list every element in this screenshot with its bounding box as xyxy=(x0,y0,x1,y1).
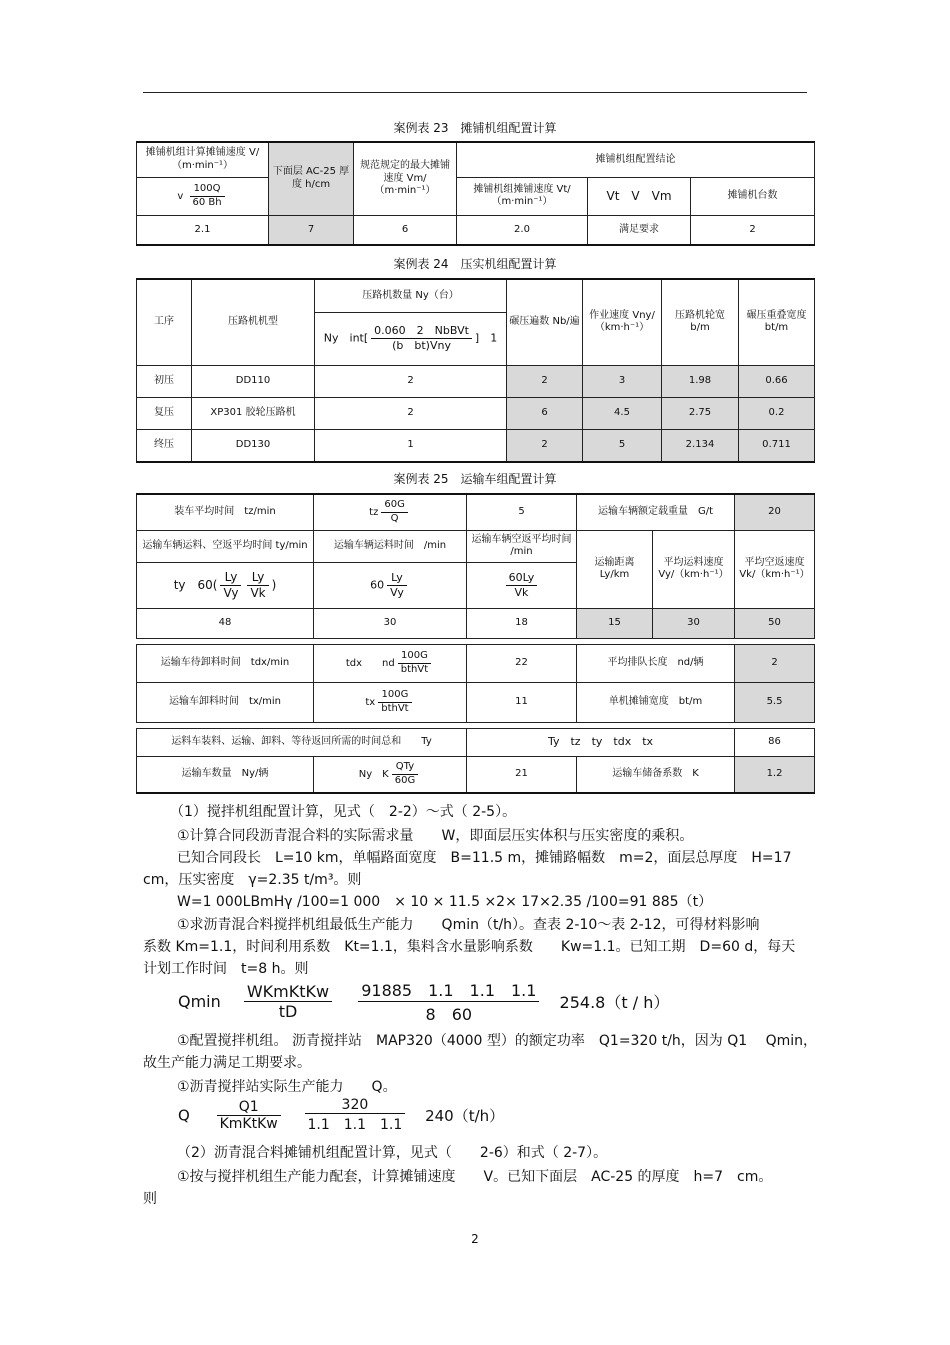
t25-cell: 平均空返速度 Vk/（km·h⁻¹） xyxy=(735,530,815,608)
t24-cell: 1 xyxy=(315,429,507,462)
t25-cell: 运输车待卸料时间 tdx/min xyxy=(137,644,314,682)
t23-cell: 6 xyxy=(354,215,457,245)
t23-h-speed: 摊铺机组计算摊铺速度 V/（m·min⁻¹） xyxy=(137,142,269,177)
t25-cell: 运输车辆额定载重量 G/t xyxy=(577,494,735,530)
t25-cell: 运输车辆运料时间 /min xyxy=(314,530,467,562)
t23-h-maxspeed: 规范规定的最大摊铺速度 Vm/（m·min⁻¹） xyxy=(354,142,457,215)
t25-formula-t2: $\frac{60Ly}{Vk}$ xyxy=(467,562,577,608)
header-rule xyxy=(143,92,807,93)
t25-cell: 30 xyxy=(314,608,467,638)
para: 已知合同段长 L=10 km，单幅路面宽度 B=11.5 m，摊铺路幅数 m=2，面层总厚度 H=17 xyxy=(177,850,792,866)
t24-cell: 复压 xyxy=(137,397,192,429)
t25-cell: 运输距离 Ly/km xyxy=(577,530,653,608)
t24-h-process: 工序 xyxy=(137,279,192,365)
equation-qmin: Qmin $\frac{\text{WKmKtKw}}{tD}$ $\frac{91885 1.1 1.1 1.1}{8 60}$ 254.8（t / h） xyxy=(178,978,669,1025)
t24-formula: Ny int[ $\frac{\text{0.060 2 NbBVt}}{\text{(b bt)Vny}}$ ] 1 xyxy=(315,312,507,365)
t25-formula-tdx: tdx nd $\frac{100G}{\text{bthVt}}$ xyxy=(314,644,467,682)
t25-cell: Ty tz ty tdx tx xyxy=(467,728,735,756)
t25-cell: 运输车数量 Ny/辆 xyxy=(137,756,314,793)
para: ①求沥青混合料搅拌机组最低生产能力 Qmin（t/h）。查表 2-10～表 2-12，可得材料影响 xyxy=(177,917,760,933)
t24-cell: XP301 胶轮压路机 xyxy=(192,397,315,429)
table25 xyxy=(136,493,815,794)
para: ①按与搅拌机组生产能力配套，计算摊铺速度 V。已知下面层 AC-25 的厚度 h=7 cm。 xyxy=(177,1169,773,1185)
t24-cell: 2.134 xyxy=(662,429,739,462)
table23 xyxy=(136,141,815,246)
t25-cell: 50 xyxy=(735,608,815,638)
t24-cell: 3 xyxy=(583,365,662,397)
t23-cell: 7 xyxy=(269,215,354,245)
t25-cell: 运输车卸料时间 tx/min xyxy=(137,682,314,722)
t24-h-wheel: 压路机轮宽 b/m xyxy=(662,279,739,365)
t25-formula-tz: tz $\frac{60G}{Q}$ xyxy=(314,494,467,530)
t25-formula-ty: ty 60( $\frac{Ly}{Vy}$ $\frac{Ly}{Vk}$ ) xyxy=(137,562,314,608)
t25-cell: 48 xyxy=(137,608,314,638)
t25-cell: 运输车辆运料、空返平均时间 ty/min xyxy=(137,530,314,562)
t23-h-conclusion: 摊铺机组配置结论 xyxy=(457,142,815,177)
t24-cell: 2 xyxy=(507,365,583,397)
para: 计划工作时间 t=8 h。则 xyxy=(143,961,309,977)
page-number: 2 xyxy=(471,1232,479,1246)
t25-cell: 1.2 xyxy=(735,756,815,793)
t24-h-overlap: 碾压重叠宽度 bt/m xyxy=(739,279,815,365)
para: cm，压实密度 γ=2.35 t/m³。则 xyxy=(143,872,362,888)
table24 xyxy=(136,278,815,463)
t24-cell: 6 xyxy=(507,397,583,429)
t24-cell: 2 xyxy=(315,397,507,429)
t23-cell: 2 xyxy=(691,215,815,245)
t24-cell: 2 xyxy=(315,365,507,397)
t24-cell: 终压 xyxy=(137,429,192,462)
t25-cell: 5.5 xyxy=(735,682,815,722)
t25-cell: 平均排队长度 nd/辆 xyxy=(577,644,735,682)
para: （1）搅拌机组配置计算，见式（ 2-2）～式（ 2-5）。 xyxy=(170,804,517,820)
t24-cell: 2.75 xyxy=(662,397,739,429)
t24-cell: 0.711 xyxy=(739,429,815,462)
t25-cell: 运输车储备系数 K xyxy=(577,756,735,793)
t25-cell: 18 xyxy=(467,608,577,638)
t24-cell: 5 xyxy=(583,429,662,462)
t25-cell: 20 xyxy=(735,494,815,530)
para: ①配置搅拌机组。 沥青搅拌站 MAP320（4000 型）的额定功率 Q1=320 t/h，因为 Q1 Qmin， xyxy=(177,1033,818,1049)
t25-cell: 平均运料速度 Vy/（km·h⁻¹） xyxy=(653,530,735,608)
para: 则 xyxy=(143,1191,157,1207)
t24-cell: 0.2 xyxy=(739,397,815,429)
t24-h-workspeed: 作业速度 Vny/（km·h⁻¹） xyxy=(583,279,662,365)
para: （2）沥青混合料摊铺机组配置计算，见式（ 2-6）和式（ 2-7）。 xyxy=(177,1145,608,1161)
t23-formula: v $\frac{100Q}{60 Bh}$ xyxy=(137,177,269,215)
t24-cell: DD130 xyxy=(192,429,315,462)
table23-caption: 案例表 23 摊铺机组配置计算 xyxy=(393,121,557,135)
equation-q: Q $\frac{Q1}{\text{KmKtKw}}$ $\frac{320}{1.1 1.1 1.1}$ 240（t/h） xyxy=(178,1097,505,1133)
t25-cell: 30 xyxy=(653,608,735,638)
t24-cell: 0.66 xyxy=(739,365,815,397)
t25-cell: 11 xyxy=(467,682,577,722)
t23-cell: 2.1 xyxy=(137,215,269,245)
t23-cell: 满足要求 xyxy=(588,215,691,245)
table25-caption: 案例表 25 运输车组配置计算 xyxy=(393,472,557,486)
t25-cell: 装车平均时间 tz/min xyxy=(137,494,314,530)
t24-cell: DD110 xyxy=(192,365,315,397)
t25-cell: 5 xyxy=(467,494,577,530)
t25-formula-t1: 60 $\frac{Ly}{Vy}$ xyxy=(314,562,467,608)
para: ①沥青搅拌站实际生产能力 Q。 xyxy=(177,1079,397,1095)
t23-h-paver-speed: 摊铺机组摊铺速度 Vt/（m·min⁻¹） xyxy=(457,177,588,215)
t25-cell: 单机摊铺宽度 bt/m xyxy=(577,682,735,722)
t24-h-num: 压路机数量 Ny（台） xyxy=(315,279,507,312)
t23-h-thickness: 下面层 AC-25 厚度 h/cm xyxy=(269,142,354,215)
t24-cell: 初压 xyxy=(137,365,192,397)
t25-cell: 21 xyxy=(467,756,577,793)
t24-cell: 4.5 xyxy=(583,397,662,429)
para: ①计算合同段沥青混合料的实际需求量 W，即面层压实体积与压实密度的乘积。 xyxy=(177,828,694,844)
t25-cell: 86 xyxy=(735,728,815,756)
t25-cell: 2 xyxy=(735,644,815,682)
t25-cell: 运输车辆空返平均时间 /min xyxy=(467,530,577,562)
para: 系数 Km=1.1，时间利用系数 Kt=1.1，集料含水量影响系数 Kw=1.1。已知工期 D=60 d，每天 xyxy=(143,939,796,955)
table24-caption: 案例表 24 压实机组配置计算 xyxy=(393,257,557,271)
t23-cell: 2.0 xyxy=(457,215,588,245)
t24-h-passes: 碾压遍数 Nb/遍 xyxy=(507,279,583,365)
t24-h-model: 压路机机型 xyxy=(192,279,315,365)
t24-cell: 2 xyxy=(507,429,583,462)
t25-formula-tx: tx $\frac{100G}{\text{bthVt}}$ xyxy=(314,682,467,722)
para: 故生产能力满足工期要求。 xyxy=(143,1055,311,1071)
t25-cell: 15 xyxy=(577,608,653,638)
t25-cell: 运料车装料、运输、卸料、等待返回所需的时间总和 Ty xyxy=(137,728,467,756)
t25-formula-ny: Ny K $\frac{\text{QTy}}{60G}$ xyxy=(314,756,467,793)
t23-h-compare: Vt V Vm xyxy=(588,177,691,215)
t25-cell: 22 xyxy=(467,644,577,682)
t24-cell: 1.98 xyxy=(662,365,739,397)
t23-h-count: 摊铺机台数 xyxy=(691,177,815,215)
para: W=1 000LBmHγ /100=1 000 × 10 × 11.5 ×2× 17×2.35 /100=91 885（t） xyxy=(177,894,713,910)
